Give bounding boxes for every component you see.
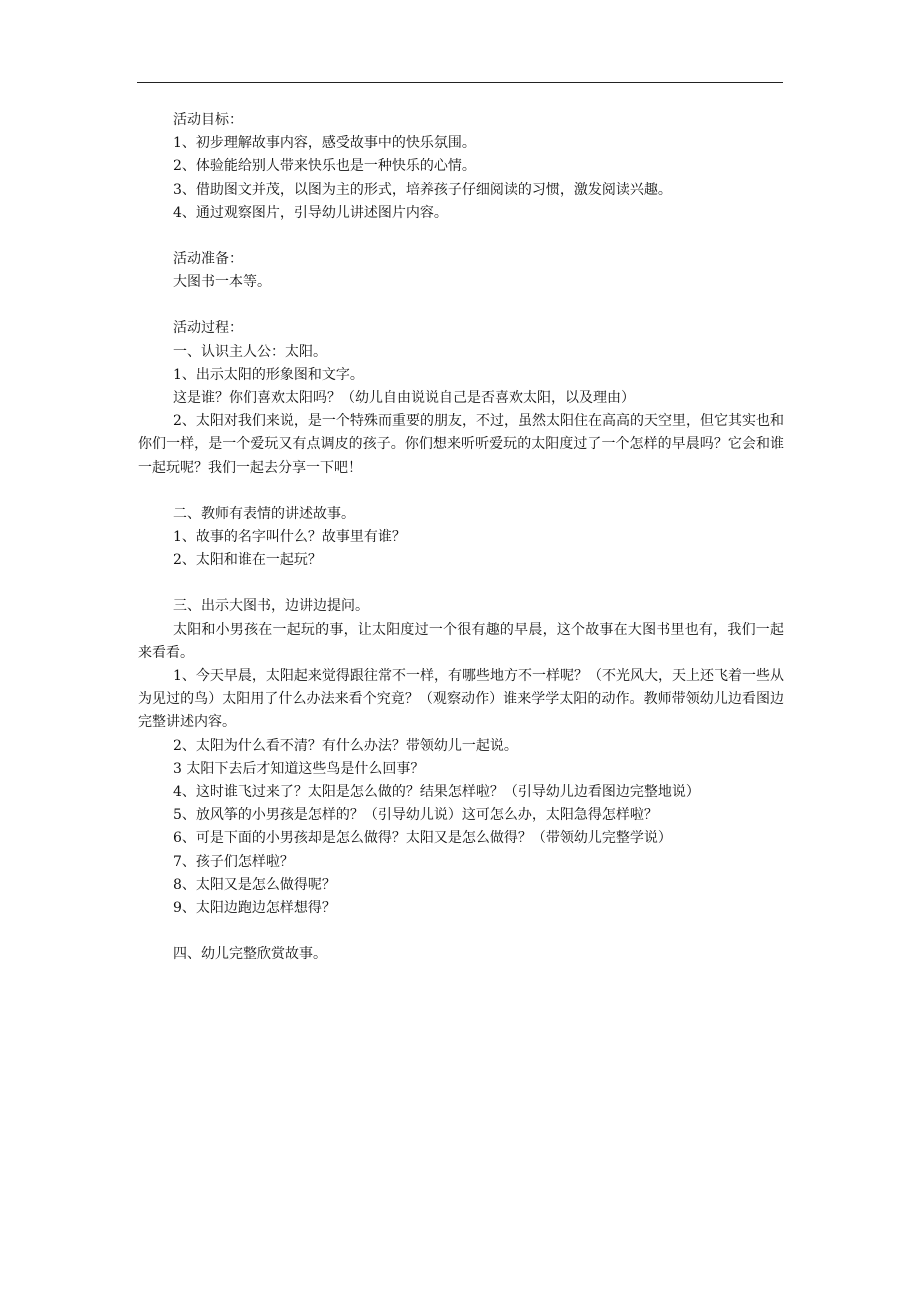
goal-item: 3、借助图文并茂，以图为主的形式，培养孩子仔细阅读的习惯，激发阅读兴趣。 xyxy=(173,181,672,198)
part3-title: 三、出示大图书，边讲边提问。 xyxy=(173,598,369,615)
part3-question: 9、太阳边跑边怎样想得？ xyxy=(173,900,336,917)
part3-question: 7、孩子们怎样啦？ xyxy=(173,853,294,870)
goal-item: 2、体验能给别人带来快乐也是一种快乐的心情。 xyxy=(173,158,476,175)
part3-question: 1、今天早晨，太阳起来觉得跟往常不一样，有哪些地方不一样呢？（不光风大，天上还飞着一些从为见过的鸟）太阳用了什么办法来看个究竟？（观察动作）谁来学学太阳的动作。教师带领幼儿边看图边完整讲述内容。 xyxy=(138,668,784,731)
goal-item: 1、初步理解故事内容，感受故事中的快乐氛围。 xyxy=(173,135,476,152)
part3-question: 3 太阳下去后才知道这些鸟是什么回事？ xyxy=(173,760,425,777)
part3-question: 2、太阳为什么看不清？有什么办法？带领幼儿一起说。 xyxy=(173,737,518,754)
part2-title: 二、教师有表情的讲述故事。 xyxy=(173,505,355,522)
process-section xyxy=(138,317,784,966)
part3-question: 8、太阳又是怎么做得呢？ xyxy=(173,876,336,893)
process-heading: 活动过程： xyxy=(173,320,243,337)
goals-heading: 活动目标： xyxy=(173,112,243,128)
part1-line: 1、出示太阳的形象图和文字。 xyxy=(173,366,364,383)
part4-title: 四、幼儿完整欣赏故事。 xyxy=(173,946,327,963)
goals-section xyxy=(138,109,784,225)
document-body xyxy=(138,109,784,967)
part2-line: 2、太阳和谁在一起玩？ xyxy=(173,552,322,569)
part1-title: 一、认识主人公：太阳。 xyxy=(173,343,327,360)
part3-question: 4、这时谁飞过来了？太阳是怎么做的？结果怎样啦？（引导幼儿边看图边完整地说） xyxy=(173,784,700,801)
prep-text: 大图书一本等。 xyxy=(173,274,271,291)
goal-item: 4、通过观察图片，引导幼儿讲述图片内容。 xyxy=(173,204,448,221)
prep-heading: 活动准备： xyxy=(173,251,243,268)
part3-question: 5、放风筝的小男孩是怎样的？（引导幼儿说）这可怎么办，太阳急得怎样啦？ xyxy=(173,807,658,824)
part1-paragraph: 2、太阳对我们来说，是一个特殊而重要的朋友，不过，虽然太阳住在高高的天空里，但它其实也和你们一样，是一个爱玩又有点调皮的孩子。你们想来听听爱玩的太阳度过了一个怎样的早晨吗？它会和谁一起玩呢？我们一起去分享一下吧！ xyxy=(138,413,784,476)
header-rule xyxy=(137,82,783,83)
part3-question: 6、可是下面的小男孩却是怎么做得？太阳又是怎么做得？（带领幼儿完整学说） xyxy=(173,830,672,847)
prep-section xyxy=(138,248,784,294)
part2-line: 1、故事的名字叫什么？故事里有谁？ xyxy=(173,529,406,546)
part1-line: 这是谁？你们喜欢太阳吗？（幼儿自由说说自己是否喜欢太阳，以及理由） xyxy=(173,390,635,407)
part3-intro: 太阳和小男孩在一起玩的事，让太阳度过一个很有趣的早晨，这个故事在大图书里也有，我们一起来看看。 xyxy=(138,621,784,661)
